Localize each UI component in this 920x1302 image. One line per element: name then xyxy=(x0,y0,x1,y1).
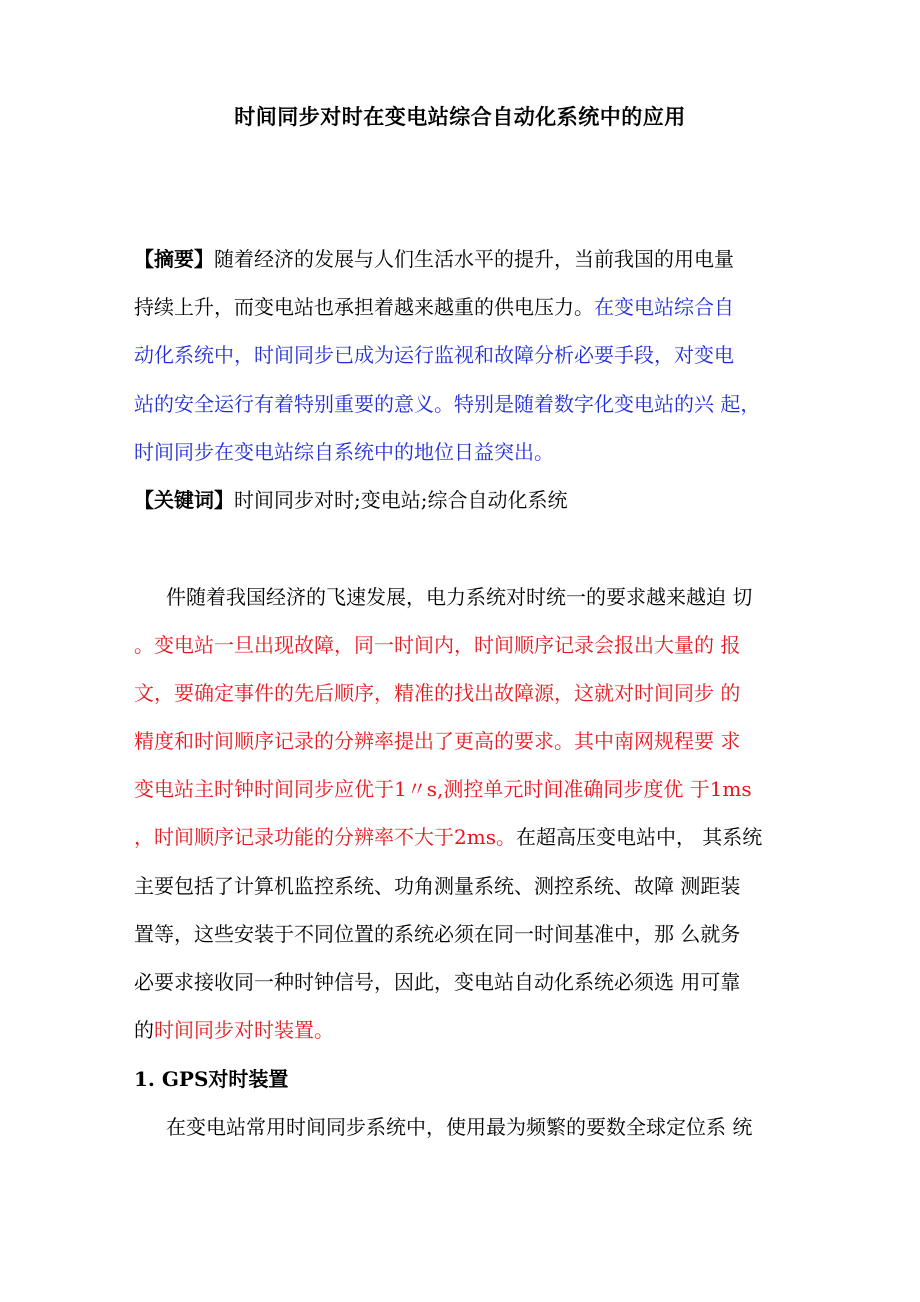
section-1-line-1: 在变电站常用时间同步系统中，使用最为频繁的要数全球定位系 统 xyxy=(166,1115,753,1139)
abstract-label: 【摘要】 xyxy=(134,247,214,271)
body-line-2: 。变电站一旦出现故障，同一时间内，时间顺序记录会报出大量的 报 xyxy=(134,633,741,657)
body-text-10-black: 的 xyxy=(134,1018,154,1042)
body-text-10-red: 时间同步对时装置。 xyxy=(154,1018,334,1042)
abstract-text-2-blue: 在变电站综合自 xyxy=(594,295,734,319)
keywords-line xyxy=(134,485,834,515)
abstract-line-3: 动化系统中，时间同步已成为运行监视和故障分析必要手段，对变电 xyxy=(134,343,734,367)
abstract-text-2-black: 持续上升，而变电站也承担着越来越重的供电压力。 xyxy=(134,295,594,319)
body-line-1: 件随着我国经济的飞速发展，电力系统对时统一的要求越来越迫 切 xyxy=(166,585,753,609)
keywords-text: 时间同步对时;变电站;综合自动化系统 xyxy=(234,488,568,512)
body-line-3: 文，要确定事件的先后顺序，精准的找出故障源，这就对时间同步 的 xyxy=(134,681,741,705)
body-line-4: 精度和时间顺序记录的分辨率提出了更高的要求。其中南网规程要 求 xyxy=(134,729,741,753)
keywords-label: 【关键词】 xyxy=(134,488,234,512)
body-line-6 xyxy=(134,822,834,852)
body-line-7: 主要包括了计算机监控系统、功角测量系统、测控系统、故障 测距装 xyxy=(134,874,741,898)
abstract-text-1: 随着经济的发展与人们生活水平的提升，当前我国的用电量 xyxy=(214,247,734,271)
abstract-line-1 xyxy=(134,244,834,274)
body-text-6-black: 在超高压变电站中， 其系统 xyxy=(515,825,763,849)
body-line-5: 变电站主时钟时间同步应优于1〃s,测控单元时间准确同步度优 于1ms xyxy=(134,777,752,801)
document-title: 时间同步对时在变电站综合自动化系统中的应用 xyxy=(234,104,686,129)
abstract-line-4: 站的安全运行有着特别重要的意义。特别是随着数字化变电站的兴 起， xyxy=(134,392,761,416)
body-line-9: 必要求接收同一种时钟信号，因此，变电站自动化系统必须选 用可靠 xyxy=(134,970,741,994)
body-line-10 xyxy=(134,1015,834,1045)
body-text-6-red: ，时间顺序记录功能的分辨率不大于2ms。 xyxy=(134,825,516,849)
abstract-line-5: 时间同步在变电站综自系统中的地位日益突出。 xyxy=(134,440,554,464)
body-line-8: 置等，这些安装于不同位置的系统必须在同一时间基准中，那 么就务 xyxy=(134,922,741,946)
abstract-line-2 xyxy=(134,292,834,322)
section-1-heading: 1. GPS对时装置 xyxy=(134,1067,289,1091)
